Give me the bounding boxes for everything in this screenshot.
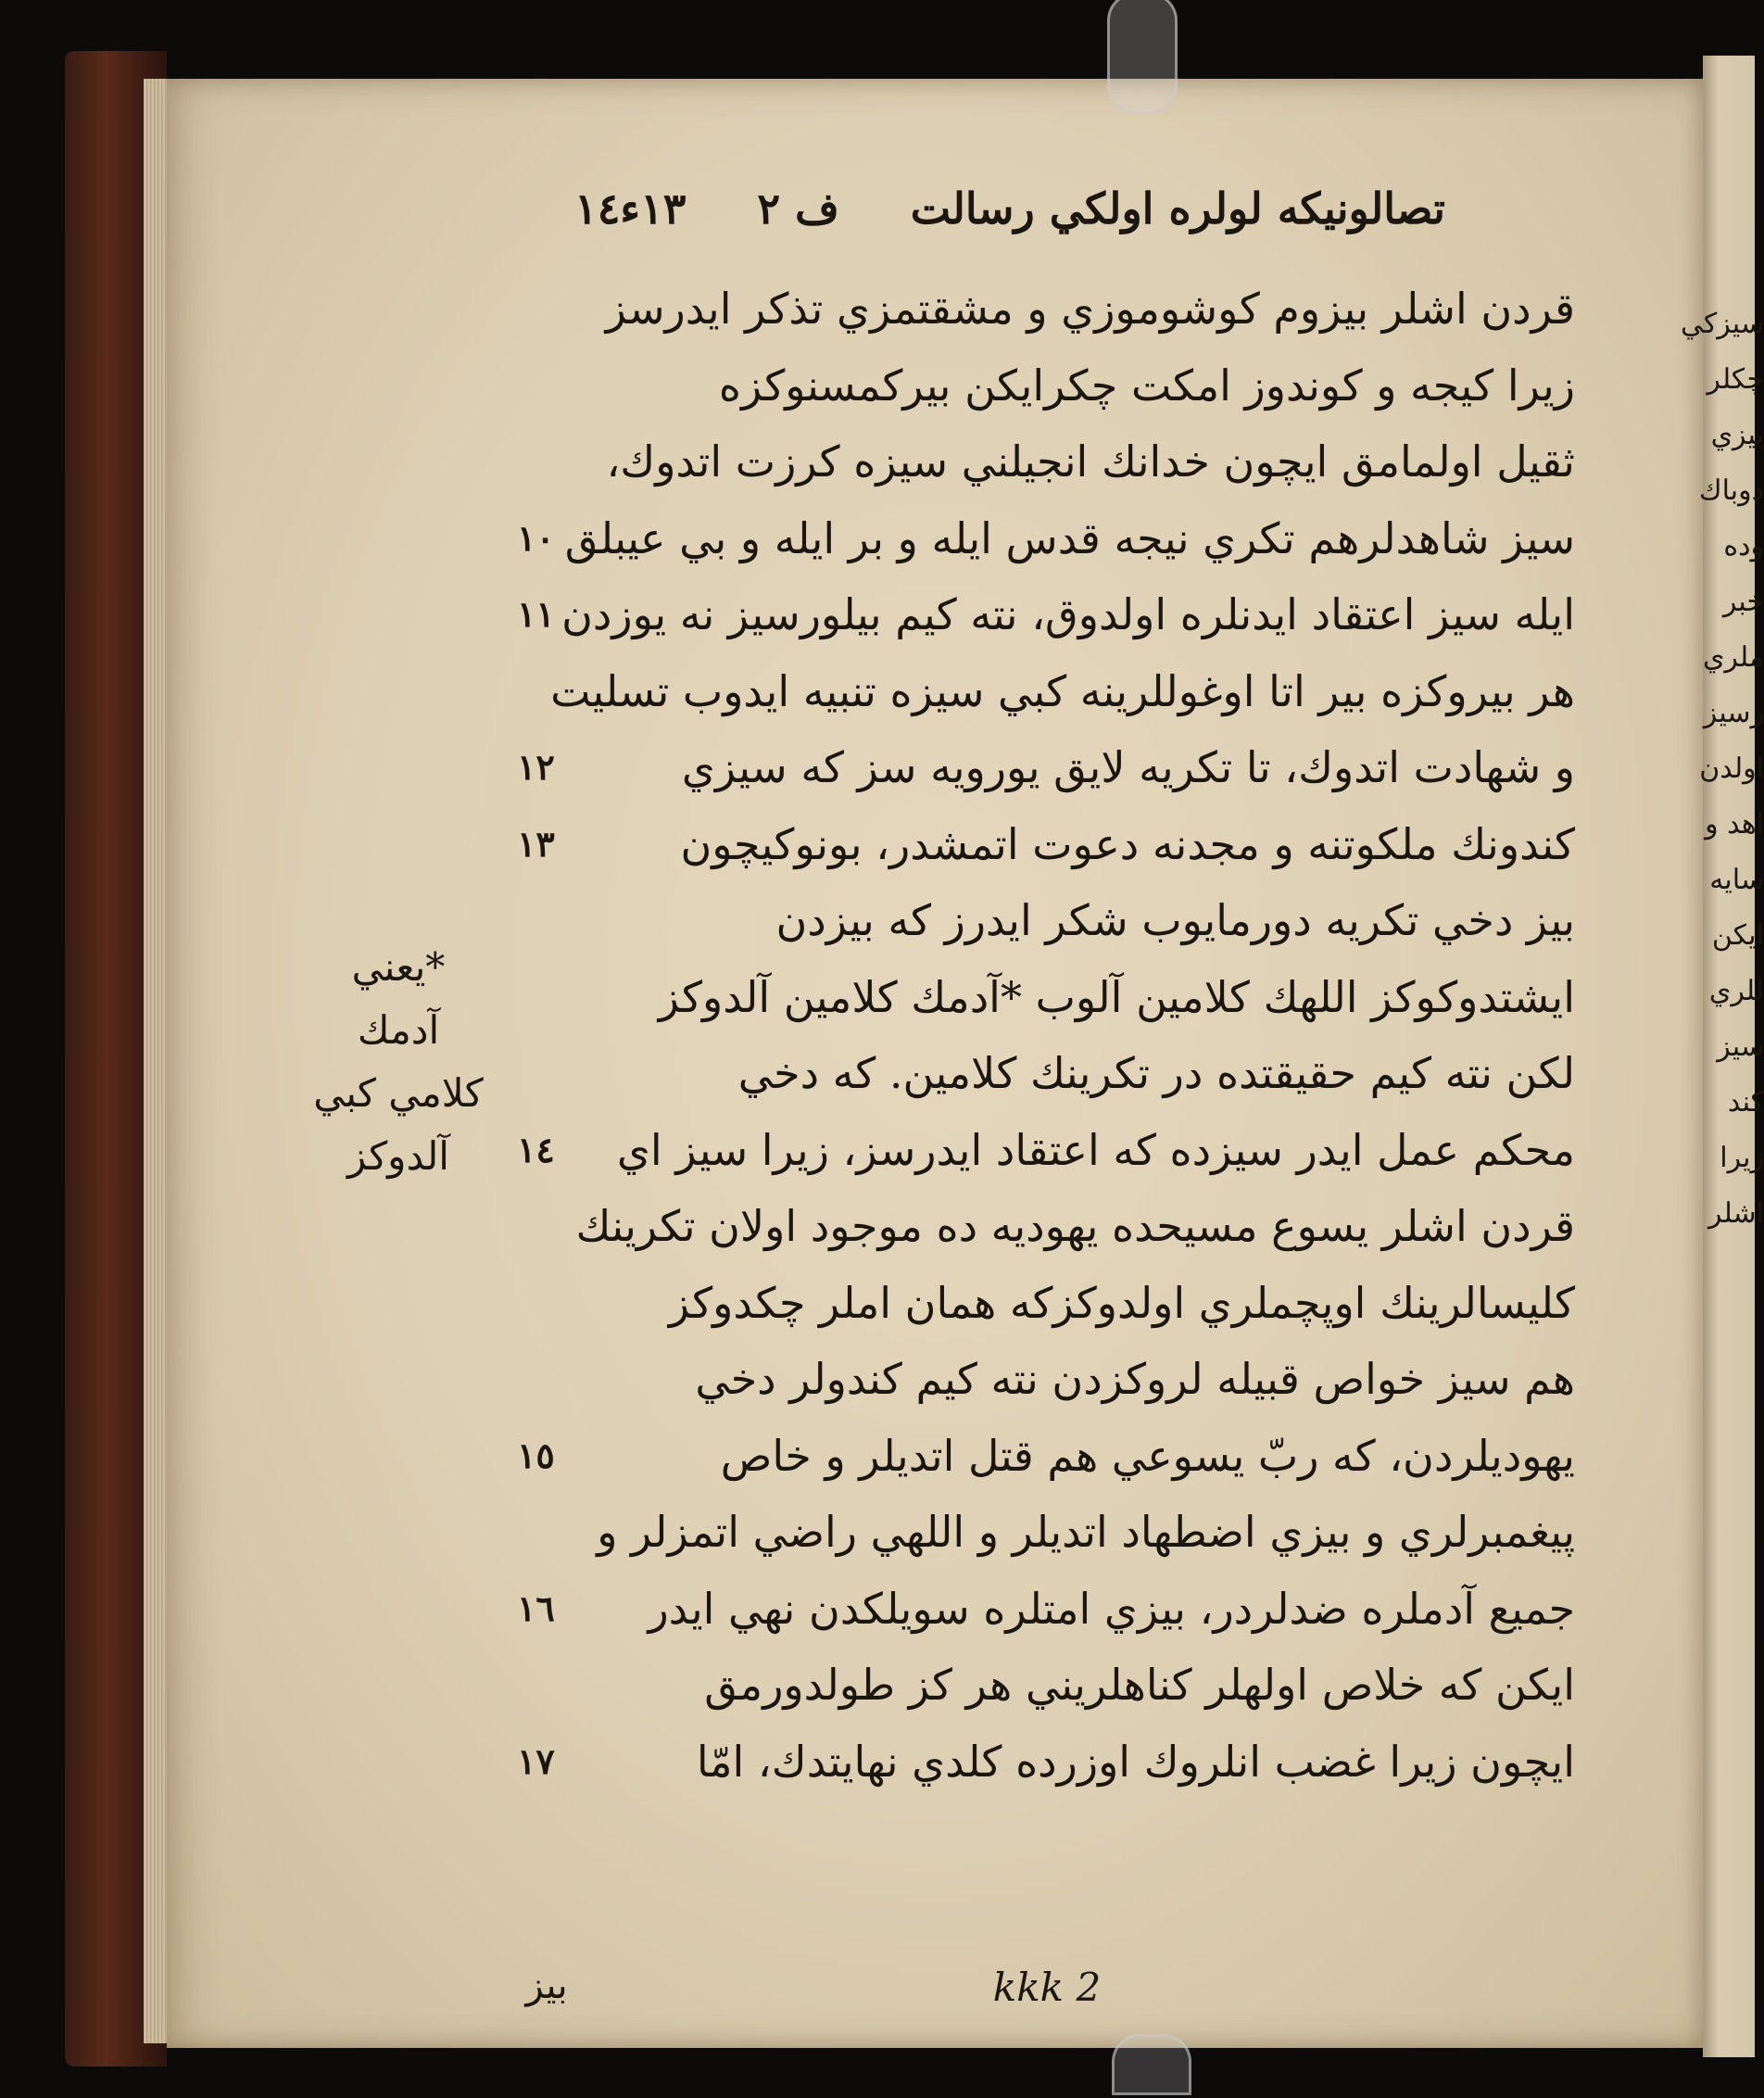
text-line: [517, 1724, 1575, 1801]
line-text: جميع آدملره ضدلردر، بيزي امتلره سويلكدن نهي ايدر: [648, 1583, 1575, 1634]
verse-number: ١٠: [517, 516, 555, 559]
text-line: [550, 653, 1575, 730]
margin-note-line: *يعني: [351, 944, 446, 990]
running-head-number: ١٣ء١٤: [574, 183, 687, 234]
facing-page-text: [1680, 297, 1764, 1242]
line-text: ثقيل اولمامق ايچون خدانك انجيلني سيزه كرزت اتدوك،: [606, 436, 1575, 487]
text-line: [565, 1035, 1575, 1112]
line-text: سيز شاهدلرهم تكري نيجه قدس ايله و بر ايله و بي عيبلق: [564, 512, 1575, 563]
running-head: [574, 176, 1445, 241]
facing-page-line: للري: [1708, 975, 1764, 1007]
page-clip-top: [1107, 0, 1178, 114]
text-line: [517, 1418, 1575, 1495]
facing-page-line: ملري: [1702, 641, 1764, 674]
facing-page-line: وده: [1723, 530, 1764, 562]
text-line: [565, 882, 1575, 959]
line-text: و شهادت اتدوك، تا تكريه لايق يورويه سز كه سيزي: [681, 742, 1575, 792]
page-clip-bottom: [1112, 2034, 1191, 2095]
text-line: [565, 423, 1575, 500]
verse-number: ١٣: [517, 822, 555, 865]
verse-number: ١١: [517, 593, 555, 635]
text-line: [517, 729, 1575, 806]
facing-page-line: بيزي: [1710, 419, 1764, 451]
line-text: زيرا كيجه و كوندوز امكت چكرايكن بيركمسنوكزه: [718, 360, 1575, 411]
text-line: [517, 1571, 1575, 1648]
line-text: محكم عمل ايدر سيزده كه اعتقاد ايدرسز، زيرا سيز اي: [616, 1124, 1575, 1175]
running-head-chapter: ف ٢: [757, 183, 839, 234]
line-text: قردن اشلر بيزوم كوشوموزي و مشقتمزي تذكر ايدرسز: [605, 284, 1575, 334]
facing-page-line: اهد و: [1705, 808, 1764, 840]
text-line: [517, 500, 1575, 577]
line-text: كندونك ملكوتنه و مجدنه دعوت اتمشدر، بونوكيچون: [680, 818, 1575, 869]
facing-page-line: سيز: [1717, 1030, 1764, 1063]
text-line: [565, 1494, 1575, 1571]
facing-page-line: زيرا: [1720, 1142, 1764, 1174]
text-line: [565, 348, 1575, 424]
line-text: ايكن كه خلاص اولهلر كناهلريني هر كز طولدورمق: [704, 1660, 1575, 1710]
line-text: ايله سيز اعتقاد ايدنلره اولدوق، نته كيم بيلورسيز نه يوزدن: [561, 589, 1575, 639]
facing-page-line: اولدن: [1699, 752, 1764, 785]
margin-note-line: آلدوكز: [347, 1133, 449, 1179]
facing-page-line: ايكن: [1711, 919, 1764, 952]
facing-page-line: چكلر: [1707, 363, 1764, 396]
line-text: يهوديلردن، كه ربّ يسوعي هم قتل اتديلر و خاص: [720, 1430, 1575, 1481]
margin-note: [287, 936, 510, 1188]
facing-page-line: اشلر: [1708, 1197, 1764, 1230]
line-text: بيز دخي تكريه دورمايوب شكر ايدرز كه بيزدن: [775, 895, 1575, 945]
text-line: [565, 1265, 1575, 1342]
facing-page-line: رسيز: [1703, 697, 1764, 729]
line-text: قردن اشلر يسوع مسيحده يهوديه ده موجود اولان تكرينك: [575, 1201, 1575, 1251]
verse-number: ١٥: [517, 1434, 555, 1476]
facing-page-line: دوباك: [1698, 474, 1764, 507]
text-line: [517, 576, 1575, 653]
facing-page-line: خبر: [1722, 586, 1764, 618]
text-line: [517, 806, 1575, 883]
margin-note-line: آدمك: [357, 1007, 440, 1053]
line-text: هم سيز خواص قبيله لروكزدن نته كيم كندولر دخي: [695, 1354, 1575, 1404]
running-head-title: تصالونيكه لولره اولكي رسالت: [910, 183, 1445, 234]
line-text: ايچون زيرا غضب انلروك اوزرده كلدي نهايتدك، امّا: [696, 1736, 1575, 1787]
text-line: [565, 271, 1575, 348]
verse-number: ١٤: [517, 1128, 555, 1170]
verse-number: ١٦: [517, 1586, 555, 1629]
signature-mark: kkk 2: [992, 1965, 1102, 2010]
text-line: [517, 1112, 1575, 1189]
line-text: كليسالرينك اوپچملري اولدوكزكه همان املر چكدوكز: [668, 1277, 1575, 1328]
verse-number: ١٢: [517, 746, 555, 788]
text-line: [565, 959, 1575, 1036]
line-text: هر بيروكزه بير اتا اوغوللرينه كبي سيزه تنبيه ايدوب تسليت: [550, 665, 1575, 716]
main-text: [517, 271, 1575, 1800]
verse-number: ١٧: [517, 1739, 555, 1782]
catchword: بيز: [525, 1965, 568, 2007]
line-text: ايشتدوكوكز اللهك كلامين آلوب *آدمك كلامين آلدوكز: [658, 971, 1575, 1022]
facing-page-line: سيزكي: [1680, 308, 1764, 340]
text-line: [565, 1647, 1575, 1724]
facing-page-line: سايه: [1709, 864, 1764, 896]
facing-page-line: كند: [1727, 1086, 1764, 1119]
margin-note-line: كلامي كبي: [313, 1070, 484, 1116]
text-line: [565, 1341, 1575, 1418]
line-text: لكن نته كيم حقيقتده در تكرينك كلامين. كه دخي: [737, 1048, 1575, 1098]
text-line: [565, 1188, 1575, 1265]
facing-page-edge: [1680, 56, 1764, 2057]
line-text: پيغمبرلري و بيزي اضطهاد اتديلر و اللهي راضي اتمزلر و: [597, 1507, 1575, 1557]
